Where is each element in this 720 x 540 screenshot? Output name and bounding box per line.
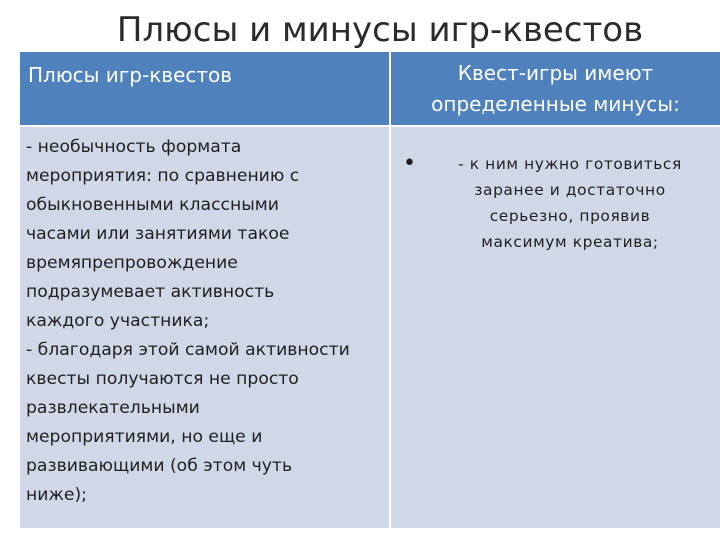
pros-text: - необычность формата мероприятия: по сравнению с обыкновенными классными часами или занятиями такое времяпрепровождение подразумевает активность каждого участника; - благодаря этой самой активности квесты получаются не просто развлекательными мероприятиями, но еще и развивающими (об этом чуть ниже); [26, 137, 350, 505]
header-pros-label: Плюсы игр-квестов [28, 63, 233, 87]
table-cell-cons [391, 127, 720, 528]
cons-text: - к ним нужно готовиться заранее и достаточно серьезно, проявив максимум креатива; [458, 155, 682, 251]
header-cons-label: Квест-игры имеют определенные минусы: [431, 61, 680, 116]
slide-title: Плюсы и минусы игр-квестов [116, 10, 644, 50]
table-header-pros [20, 52, 389, 125]
bullet-icon: • [403, 151, 416, 176]
table-header-cons [391, 52, 720, 125]
pros-cons-table [20, 52, 720, 528]
table-cell-pros [20, 127, 389, 528]
